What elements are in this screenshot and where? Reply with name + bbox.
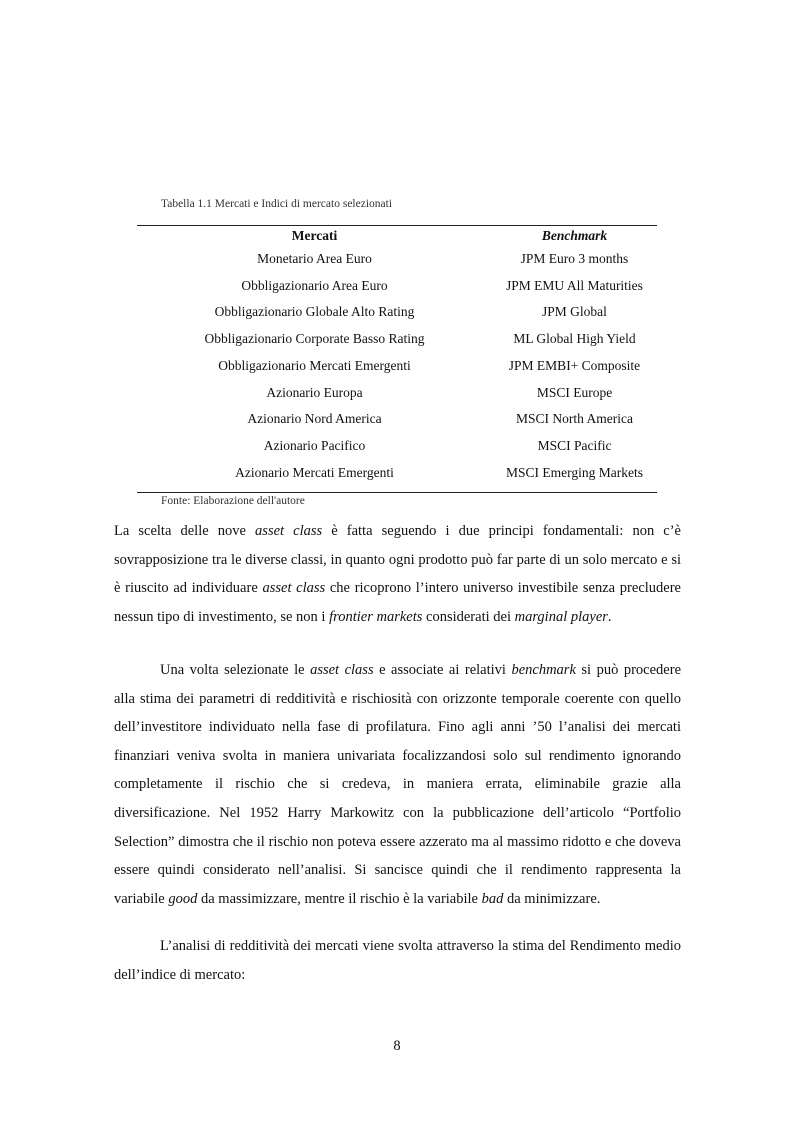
italic-term: good — [168, 890, 198, 907]
market-cell: Monetario Area Euro — [257, 251, 372, 266]
market-cell: Obbligazionario Corporate Basso Rating — [204, 331, 425, 347]
italic-term: frontier markets — [329, 608, 423, 625]
table-row — [137, 433, 657, 460]
table-source: Fonte: Elaborazione dell'autore — [161, 495, 305, 507]
benchmark-cell: MSCI Europe — [536, 384, 613, 400]
table-row — [137, 353, 657, 380]
market-cell: Obbligazionario Mercati Emergenti — [218, 357, 411, 373]
text: è fatta seguendo i due principi fondamentali: non c’è sovrapposizione tra le diverse classi, in quanto ogni prodotto può far parte di un solo mercato e si è riuscito ad individuare — [114, 523, 681, 597]
page-number: 8 — [393, 1038, 401, 1054]
paragraph-3 — [114, 932, 681, 989]
table-row — [137, 299, 657, 326]
market-cell: Azionario Pacifico — [263, 437, 366, 453]
market-cell: Azionario Nord America — [247, 411, 382, 427]
text: L’analisi di redditività dei mercati viene svolta attraverso la stima del Rendimento medio dell’indice di mercato: — [114, 938, 681, 983]
table-row — [137, 326, 657, 353]
table-row — [137, 460, 657, 487]
table-row — [137, 273, 657, 300]
text: che ricoprono l’intero universo investibile senza precludere nessun tipo di investimento, se non i — [114, 580, 681, 625]
benchmark-cell: JPM Euro 3 months — [520, 251, 629, 266]
italic-term: asset class — [310, 662, 374, 678]
table-header-row — [137, 226, 657, 246]
table-row — [137, 380, 657, 407]
text: da minimizzare. — [503, 890, 601, 907]
market-cell: Obbligazionario Area Euro — [241, 277, 388, 293]
text: da massimizzare, mentre il rischio è la variabile — [197, 890, 482, 907]
benchmark-cell: MSCI Emerging Markets — [506, 464, 643, 480]
italic-term: marginal player — [514, 608, 608, 625]
benchmark-cell: MSCI Pacific — [537, 437, 612, 453]
benchmark-cell: JPM EMU All Maturities — [506, 277, 643, 293]
text: Una volta selezionate le — [160, 662, 311, 678]
column-header-benchmark: Benchmark — [541, 228, 608, 243]
text: . — [607, 608, 612, 625]
text: considerati dei — [422, 608, 515, 625]
italic-term: bad — [481, 890, 504, 907]
text: e associate ai relativi — [373, 662, 512, 678]
markets-table — [137, 226, 657, 486]
text: La scelta delle nove — [114, 523, 256, 539]
table-row — [137, 246, 657, 273]
paragraph-2 — [114, 656, 681, 913]
table-row — [137, 406, 657, 433]
benchmark-cell: JPM EMBI+ Composite — [508, 357, 641, 373]
italic-term: benchmark — [511, 662, 576, 678]
benchmark-cell: ML Global High Yield — [513, 331, 636, 347]
table-caption: Tabella 1.1 Mercati e Indici di mercato selezionati — [161, 198, 393, 210]
column-header-markets: Mercati — [291, 228, 338, 243]
market-cell: Obbligazionario Globale Alto Rating — [214, 304, 415, 320]
benchmark-cell: JPM Global — [542, 304, 607, 320]
benchmark-cell: MSCI North America — [516, 411, 633, 427]
market-cell: Azionario Europa — [266, 384, 363, 400]
text: si può procedere alla stima dei parametri di redditività e rischiosità con orizzonte temporale coerente con quello dell’investitore individuato nella fase di profilatura. Fino agli anni ’50 l’analisi dei mercati finanziari veniva svolta in maniera univariata focalizzandosi solo sul rendimento ignorando completamente il rischio che si credeva, in maniera errata, eliminabile grazie alla diversificazione. Nel 1952 Harry Markowitz con la pubblicazione dell’articolo “Portfolio Selection” dimostra che il rischio non poteva essere azzerato ma al massimo ridotto e che doveva essere quindi considerato nell’analisi. Si sancisce quindi che il rendimento rappresenta la variabile — [114, 662, 681, 907]
italic-term: asset class — [262, 580, 326, 597]
table-bottom-rule — [137, 492, 657, 493]
paragraph-1 — [114, 517, 681, 631]
italic-term: asset class — [255, 523, 323, 539]
market-cell: Azionario Mercati Emergenti — [235, 464, 394, 480]
